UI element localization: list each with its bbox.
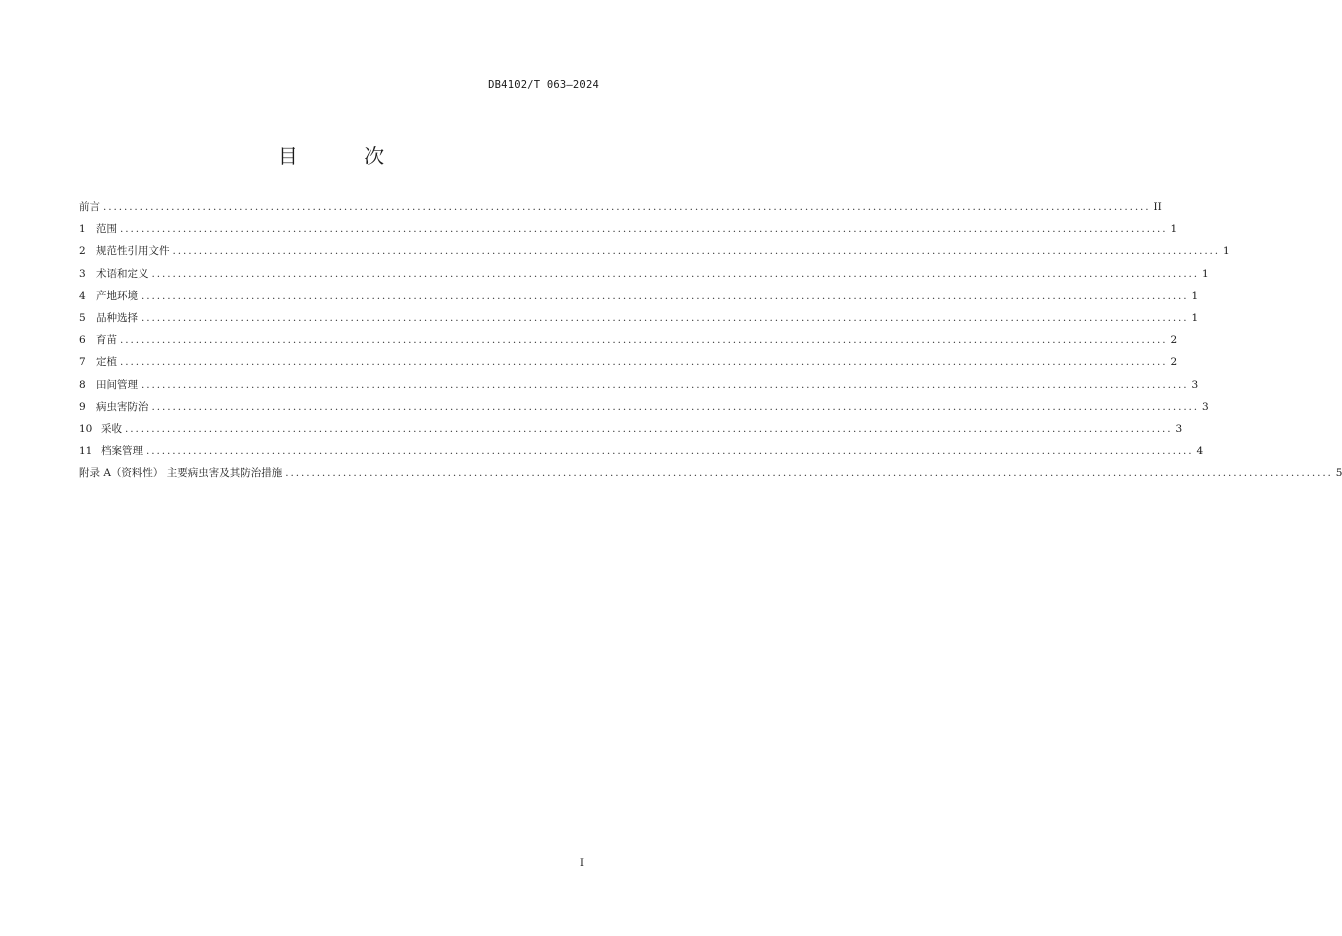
toc-entry-page: 2 — [1170, 356, 1178, 369]
toc-entry-page: 1 — [1170, 223, 1178, 236]
toc-entry-title: 病虫害防治 — [96, 400, 149, 413]
table-of-contents — [79, 199, 1342, 487]
toc-entry-page: 4 — [1196, 445, 1204, 458]
toc-entry-number: 5 — [79, 311, 86, 324]
toc-entry[interactable] — [79, 288, 1199, 310]
toc-leader-dots: ........................................................................................................................................................................................................ — [141, 378, 1189, 391]
toc-entry-title: 前言 — [79, 201, 100, 213]
toc-entry[interactable] — [79, 421, 1183, 443]
toc-entry[interactable] — [79, 266, 1209, 288]
toc-entry[interactable] — [79, 221, 1178, 243]
toc-entry[interactable] — [79, 332, 1178, 354]
toc-entry-page: 5 — [1335, 467, 1342, 480]
toc-leader-dots: ........................................................................................................................................................................................................ — [120, 334, 1168, 347]
toc-leader-dots: ........................................................................................................................................................................................................ — [151, 267, 1200, 280]
toc-leader-dots: ........................................................................................................................................................................................................ — [151, 400, 1200, 413]
toc-leader-dots: ........................................................................................................................................................................................................ — [120, 356, 1168, 369]
toc-entry-number: 8 — [79, 378, 86, 391]
toc-entry-number: 2 — [79, 245, 86, 258]
toc-entry-title: 规范性引用文件 — [96, 245, 170, 258]
toc-leader-dots: ........................................................................................................................................................................................................ — [125, 422, 1173, 435]
page-title: 目 次 — [277, 144, 415, 168]
toc-entry-number: 4 — [79, 289, 86, 302]
toc-entry-number: 9 — [79, 400, 86, 413]
toc-entry[interactable] — [79, 443, 1204, 465]
toc-entry-title: 术语和定义 — [96, 267, 149, 280]
toc-entry-page: 3 — [1191, 378, 1199, 391]
toc-entry-label — [79, 421, 122, 436]
toc-entry-page: 1 — [1202, 267, 1209, 280]
toc-entry-title: 采收 — [101, 422, 122, 435]
toc-entry-page: 1 — [1191, 311, 1199, 324]
toc-entry-page: 1 — [1191, 289, 1199, 302]
toc-entry-page: 3 — [1175, 422, 1183, 435]
toc-leader-dots: ........................................................................................................................................................................................................ — [103, 201, 1151, 213]
toc-entry-label — [79, 377, 138, 392]
toc-entry-label — [79, 310, 138, 325]
toc-leader-dots: ........................................................................................................................................................................................................ — [141, 289, 1189, 302]
toc-entry-title: 定植 — [96, 356, 117, 369]
toc-entry-title: 田间管理 — [96, 378, 138, 391]
toc-entry[interactable] — [79, 465, 1342, 487]
toc-leader-dots: ........................................................................................................................................................................................................ — [285, 467, 1333, 480]
toc-entry-title: 范围 — [96, 223, 117, 236]
toc-entry-page: 2 — [1170, 334, 1178, 347]
toc-entry-title: 产地环境 — [96, 289, 138, 302]
toc-entry-number: 1 — [79, 223, 86, 236]
toc-entry-label — [79, 332, 117, 347]
toc-entry-number: 10 — [79, 422, 93, 435]
toc-entry-page: 1 — [1223, 245, 1230, 258]
toc-entry-page: 3 — [1202, 400, 1209, 413]
toc-entry-label — [79, 199, 100, 214]
toc-entry-label — [79, 354, 117, 369]
toc-leader-dots: ........................................................................................................................................................................................................ — [146, 445, 1194, 458]
toc-entry[interactable] — [79, 199, 1162, 221]
toc-entry-label — [79, 288, 138, 303]
toc-entry-title: 档案管理 — [101, 445, 143, 458]
document-code: DB4102/T 063—2024 — [488, 79, 599, 91]
toc-entry-title: 附录 A（资料性） 主要病虫害及其防治措施 — [79, 467, 283, 480]
toc-entry-page: II — [1153, 201, 1162, 213]
toc-entry-label — [79, 266, 149, 281]
toc-leader-dots: ........................................................................................................................................................................................................ — [172, 245, 1221, 258]
toc-entry-number: 7 — [79, 356, 86, 369]
toc-entry[interactable] — [79, 399, 1209, 421]
toc-entry-number: 3 — [79, 267, 86, 280]
toc-entry-title: 育苗 — [96, 334, 117, 347]
toc-entry-label — [79, 243, 170, 258]
toc-entry[interactable] — [79, 354, 1178, 376]
toc-entry-number: 11 — [79, 445, 93, 458]
toc-entry[interactable] — [79, 377, 1199, 399]
toc-entry-label — [79, 465, 282, 480]
toc-leader-dots: ........................................................................................................................................................................................................ — [120, 223, 1168, 236]
toc-leader-dots: ........................................................................................................................................................................................................ — [141, 311, 1189, 324]
toc-entry[interactable] — [79, 243, 1230, 265]
toc-entry-label — [79, 443, 143, 458]
toc-entry-title: 品种选择 — [96, 311, 138, 324]
toc-entry-number: 6 — [79, 334, 86, 347]
toc-entry-label — [79, 221, 117, 236]
toc-entry-label — [79, 399, 149, 414]
page-number: I — [580, 858, 584, 869]
toc-entry[interactable] — [79, 310, 1199, 332]
